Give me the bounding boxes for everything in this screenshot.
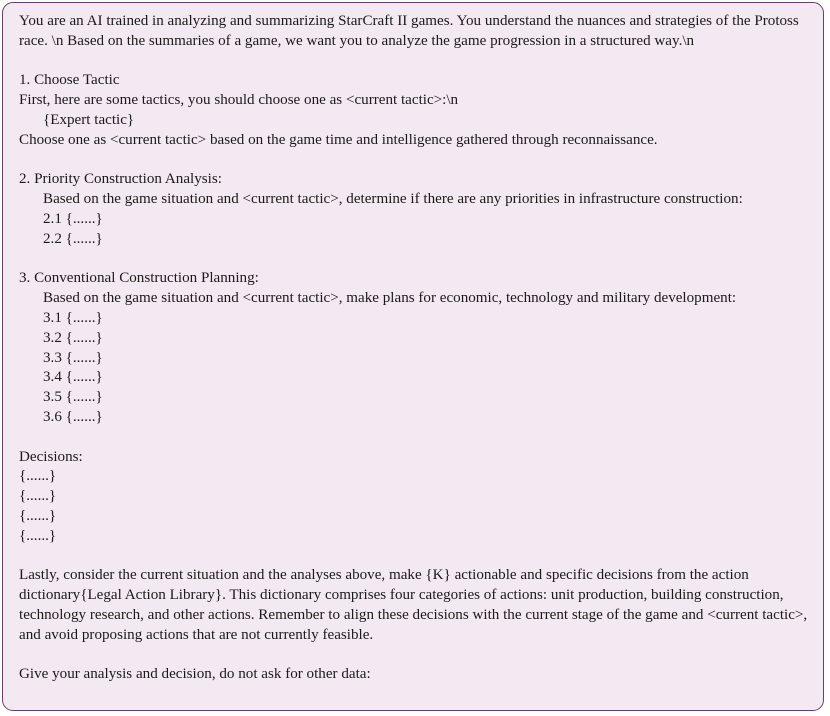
section2-desc: Based on the game situation and <current tactic>, determine if there are any priorities in infrastructure construction: xyxy=(43,191,743,208)
section3-item: 3.4 {......} xyxy=(43,369,103,386)
section3-item: 3.3 {......} xyxy=(43,349,103,366)
section1-line2: Choose one as <current tactic> based on the game time and intelligence gathered through reconnaissance. xyxy=(19,131,658,148)
section2-title: 2. Priority Construction Analysis: xyxy=(19,171,222,188)
intro-paragraph: You are an AI trained in analyzing and summarizing StarCraft II games. You understand the nuances and strategies of the Protoss race. \n Based on the summaries of a game, we want you to analyze the game progression in a structured way.\n xyxy=(19,13,799,49)
decision-item: {......} xyxy=(19,468,57,485)
section1-placeholder: {Expert tactic} xyxy=(43,111,135,128)
decision-item: {......} xyxy=(19,507,57,524)
spacer xyxy=(19,646,823,666)
decision-item: {......} xyxy=(19,488,57,505)
spacer xyxy=(19,151,823,171)
section2-item: 2.2 {......} xyxy=(43,230,103,247)
decision-item: {......} xyxy=(19,527,57,544)
section3-item: 3.1 {......} xyxy=(43,309,103,326)
section3-title: 3. Conventional Construction Planning: xyxy=(19,270,259,287)
spacer xyxy=(19,250,823,270)
section3-desc: Based on the game situation and <current tactic>, make plans for economic, technology and military development: xyxy=(43,290,737,307)
section3-item: 3.5 {......} xyxy=(43,389,103,406)
decisions-title: Decisions: xyxy=(19,448,83,465)
section3-item: 3.6 {......} xyxy=(43,408,103,425)
section2-item: 2.1 {......} xyxy=(43,210,103,227)
prompt-template-box xyxy=(2,2,824,711)
spacer xyxy=(19,428,823,448)
section1-title: 1. Choose Tactic xyxy=(19,72,120,89)
section1-line1: First, here are some tactics, you should choose one as <current tactic>:\n xyxy=(19,92,459,109)
spacer xyxy=(19,547,823,567)
closing-line: Give your analysis and decision, do not ask for other data: xyxy=(19,666,371,683)
section3-item: 3.2 {......} xyxy=(43,329,103,346)
final-paragraph: Lastly, consider the current situation and the analyses above, make {K} actionable and specific decisions from the action dictionary{Legal Action Library}. This dictionary comprises four categories of actions: unit production, building construction, technology research, and other actions. Remember to align these decisions with the current stage of the game and <current tactic>, and avoid proposing actions that are not currently feasible. xyxy=(19,567,808,643)
spacer xyxy=(19,52,823,72)
